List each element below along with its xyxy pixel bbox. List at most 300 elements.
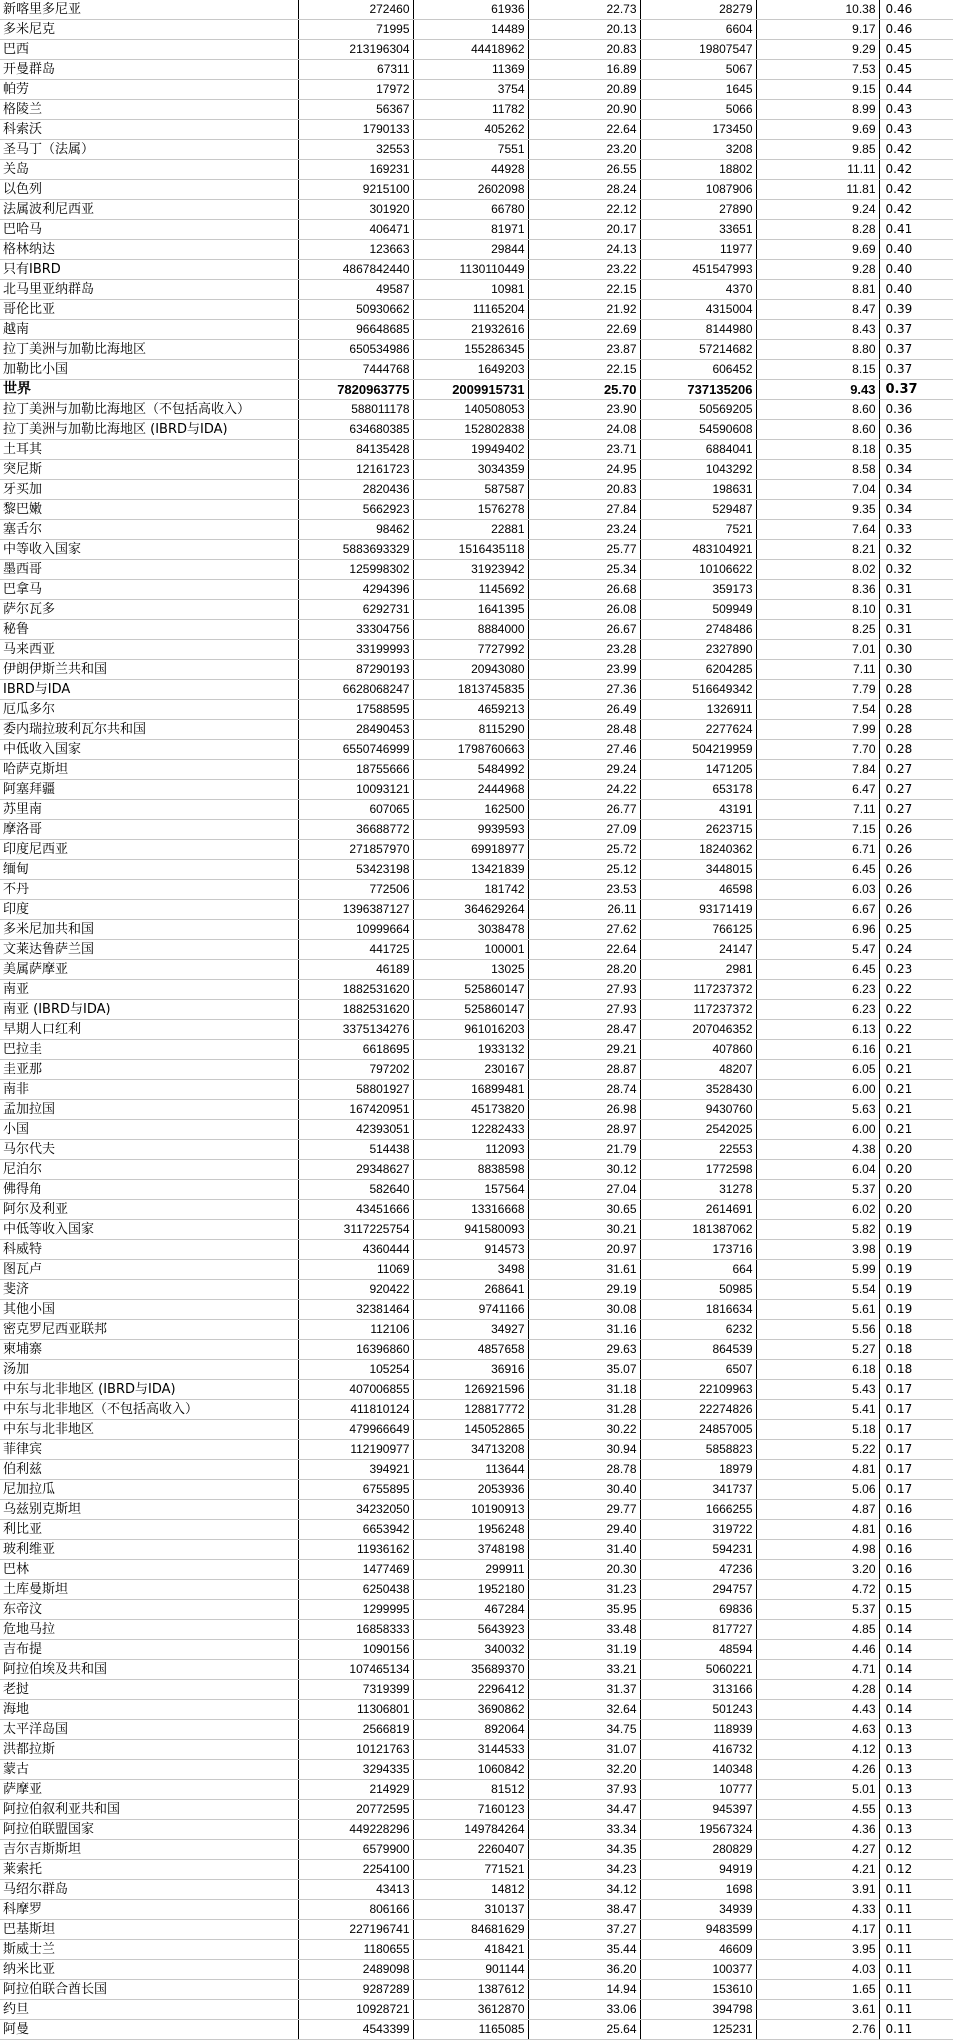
table-cell-col-5: 2327890 [640,640,756,660]
table-cell-col-4: 32.64 [528,1700,640,1720]
table-cell-col-7: 0.20 [879,1160,953,1180]
table-cell-col-4: 20.90 [528,100,640,120]
table-cell-row-label: 东帝汶 [0,1600,298,1620]
table-row [0,820,953,840]
table-cell-row-label: 巴拉圭 [0,1040,298,1060]
table-cell-row-label: 蒙古 [0,1760,298,1780]
table-cell-col-7: 0.15 [879,1580,953,1600]
table-cell-col-5: 9430760 [640,1100,756,1120]
table-cell-col-4: 28.78 [528,1460,640,1480]
table-cell-col-5: 1471205 [640,760,756,780]
table-cell-col-6: 9.29 [756,40,879,60]
table-row [0,180,953,200]
table-cell-col-7: 0.13 [879,1800,953,1820]
table-cell-col-6: 6.47 [756,780,879,800]
table-cell-col-7: 0.40 [879,260,953,280]
table-cell-col-5: 117237372 [640,1000,756,1020]
table-cell-col-4: 33.34 [528,1820,640,1840]
table-cell-col-2: 32553 [298,140,413,160]
table-cell-row-label: 南非 [0,1080,298,1100]
table-cell-col-3: 467284 [413,1600,528,1620]
table-cell-col-4: 20.83 [528,480,640,500]
table-cell-col-5: 9483599 [640,1920,756,1940]
table-cell-col-3: 3038478 [413,920,528,940]
table-cell-col-4: 31.23 [528,1580,640,1600]
table-cell-col-7: 0.45 [879,40,953,60]
table-cell-row-label: 佛得角 [0,1180,298,1200]
table-cell-col-3: 10190913 [413,1500,528,1520]
table-cell-col-6: 6.04 [756,1160,879,1180]
table-cell-col-6: 4.26 [756,1760,879,1780]
table-cell-col-2: 6755895 [298,1480,413,1500]
table-row [0,1700,953,1720]
table-cell-col-4: 28.97 [528,1120,640,1140]
table-cell-col-5: 11977 [640,240,756,260]
table-row [0,980,953,1000]
table-cell-col-2: 12161723 [298,460,413,480]
table-cell-col-6: 8.25 [756,620,879,640]
table-cell-col-2: 449228296 [298,1820,413,1840]
table-cell-col-5: 1772598 [640,1160,756,1180]
table-cell-col-3: 11165204 [413,300,528,320]
table-row [0,1860,953,1880]
table-cell-col-4: 20.13 [528,20,640,40]
table-cell-col-6: 6.02 [756,1200,879,1220]
table-cell-col-5: 198631 [640,480,756,500]
table-cell-col-6: 4.81 [756,1460,879,1480]
table-cell-col-2: 3294335 [298,1760,413,1780]
table-cell-col-4: 27.36 [528,680,640,700]
table-cell-col-7: 0.11 [879,1960,953,1980]
table-cell-col-4: 34.12 [528,1880,640,1900]
table-cell-row-label: 科威特 [0,1240,298,1260]
table-cell-row-label: 格林纳达 [0,240,298,260]
table-cell-col-2: 17588595 [298,700,413,720]
table-cell-row-label: 缅甸 [0,860,298,880]
table-cell-col-4: 35.44 [528,1940,640,1960]
table-cell-col-5: 22109963 [640,1380,756,1400]
table-cell-col-6: 6.13 [756,1020,879,1040]
table-cell-col-4: 33.21 [528,1660,640,1680]
table-cell-col-2: 36688772 [298,820,413,840]
table-cell-col-3: 1576278 [413,500,528,520]
table-cell-col-5: 48207 [640,1060,756,1080]
table-cell-col-6: 4.21 [756,1860,879,1880]
table-cell-col-6: 8.60 [756,420,879,440]
table-cell-col-2: 33304756 [298,620,413,640]
table-cell-col-5: 6604 [640,20,756,40]
table-cell-col-5: 207046352 [640,1020,756,1040]
table-cell-col-4: 22.64 [528,940,640,960]
table-cell-col-4: 29.21 [528,1040,640,1060]
table-row [0,160,953,180]
table-cell-col-2: 1299995 [298,1600,413,1620]
table-cell-col-2: 11306801 [298,1700,413,1720]
table-cell-col-7: 0.18 [879,1320,953,1340]
table-cell-col-3: 31923942 [413,560,528,580]
table-cell-col-2: 2254100 [298,1860,413,1880]
table-cell-col-5: 50985 [640,1280,756,1300]
table-cell-col-3: 81512 [413,1780,528,1800]
table-cell-col-7: 0.12 [879,1860,953,1880]
table-cell-col-7: 0.13 [879,1780,953,1800]
table-cell-col-3: 100001 [413,940,528,960]
table-cell-col-5: 313166 [640,1680,756,1700]
table-cell-col-6: 7.04 [756,480,879,500]
table-row [0,340,953,360]
table-cell-col-5: 341737 [640,1480,756,1500]
table-cell-col-2: 49587 [298,280,413,300]
table-row [0,300,953,320]
table-cell-col-3: 961016203 [413,1020,528,1040]
table-row [0,1680,953,1700]
table-cell-col-5: 118939 [640,1720,756,1740]
table-cell-col-3: 149784264 [413,1820,528,1840]
table-cell-col-7: 0.26 [879,820,953,840]
table-cell-col-7: 0.44 [879,80,953,100]
table-cell-col-2: 806166 [298,1900,413,1920]
table-cell-col-5: 24857005 [640,1420,756,1440]
table-row [0,1440,953,1460]
table-cell-row-label: 中东与北非地区 [0,1420,298,1440]
table-cell-col-6: 8.43 [756,320,879,340]
table-cell-col-4: 23.28 [528,640,640,660]
table-cell-col-7: 0.18 [879,1340,953,1360]
table-cell-col-5: 737135206 [640,380,756,400]
table-cell-col-5: 117237372 [640,980,756,1000]
table-cell-col-7: 0.11 [879,2020,953,2040]
table-cell-col-7: 0.30 [879,640,953,660]
table-row [0,1760,953,1780]
table-cell-row-label: 洪都拉斯 [0,1740,298,1760]
table-row [0,1280,953,1300]
table-cell-col-3: 35689370 [413,1660,528,1680]
table-cell-col-3: 525860147 [413,980,528,1000]
table-cell-col-3: 16899481 [413,1080,528,1100]
table-row [0,760,953,780]
table-cell-col-2: 84135428 [298,440,413,460]
table-cell-col-5: 1666255 [640,1500,756,1520]
table-cell-col-5: 43191 [640,800,756,820]
table-cell-col-4: 27.04 [528,1180,640,1200]
table-cell-col-7: 0.36 [879,400,953,420]
table-cell-col-4: 23.22 [528,260,640,280]
table-cell-col-4: 35.95 [528,1600,640,1620]
table-cell-col-2: 1882531620 [298,1000,413,1020]
table-cell-col-6: 7.54 [756,700,879,720]
table-cell-col-6: 8.58 [756,460,879,480]
table-row [0,1300,953,1320]
table-cell-col-7: 0.40 [879,280,953,300]
table-cell-col-2: 411810124 [298,1400,413,1420]
table-cell-col-3: 5484992 [413,760,528,780]
table-cell-row-label: 阿拉伯联合酋长国 [0,1980,298,2000]
table-cell-row-label: 墨西哥 [0,560,298,580]
table-cell-col-3: 66780 [413,200,528,220]
table-cell-col-4: 29.63 [528,1340,640,1360]
table-cell-col-2: 7319399 [298,1680,413,1700]
table-cell-row-label: 巴西 [0,40,298,60]
table-row [0,1340,953,1360]
table-row [0,1020,953,1040]
table-cell-col-7: 0.43 [879,120,953,140]
table-cell-col-5: 28279 [640,0,756,20]
table-cell-col-2: 479966649 [298,1420,413,1440]
table-cell-col-6: 6.45 [756,960,879,980]
table-cell-col-5: 509949 [640,600,756,620]
table-row [0,580,953,600]
table-cell-col-3: 1933132 [413,1040,528,1060]
table-cell-row-label: 吉尔吉斯斯坦 [0,1840,298,1860]
table-cell-col-4: 23.90 [528,400,640,420]
table-cell-col-4: 26.98 [528,1100,640,1120]
table-cell-col-3: 418421 [413,1940,528,1960]
table-cell-row-label: 圭亚那 [0,1060,298,1080]
table-cell-row-label: 密克罗尼西亚联邦 [0,1320,298,1340]
table-cell-col-4: 26.11 [528,900,640,920]
table-cell-col-5: 1645 [640,80,756,100]
table-row [0,1160,953,1180]
table-row [0,540,953,560]
table-cell-col-2: 56367 [298,100,413,120]
table-cell-col-6: 5.82 [756,1220,879,1240]
table-cell-col-3: 162500 [413,800,528,820]
table-cell-col-6: 6.96 [756,920,879,940]
table-cell-col-3: 2009915731 [413,380,528,400]
table-cell-col-5: 6204285 [640,660,756,680]
table-cell-col-5: 140348 [640,1760,756,1780]
table-cell-col-3: 3690862 [413,1700,528,1720]
table-cell-col-7: 0.37 [879,360,953,380]
table-cell-col-2: 1882531620 [298,980,413,1000]
table-cell-row-label: 伯利兹 [0,1460,298,1480]
table-cell-col-5: 945397 [640,1800,756,1820]
table-cell-col-6: 5.37 [756,1180,879,1200]
table-cell-col-5: 18240362 [640,840,756,860]
table-cell-row-label: 秘鲁 [0,620,298,640]
table-cell-col-5: 2277624 [640,720,756,740]
table-cell-col-5: 34939 [640,1900,756,1920]
table-row [0,1240,953,1260]
table-cell-col-6: 5.06 [756,1480,879,1500]
table-cell-col-2: 43451666 [298,1200,413,1220]
table-cell-col-2: 11936162 [298,1540,413,1560]
table-cell-col-4: 20.89 [528,80,640,100]
table-cell-col-2: 7820963775 [298,380,413,400]
table-cell-col-3: 4857658 [413,1340,528,1360]
table-cell-row-label: 莱索托 [0,1860,298,1880]
table-cell-col-6: 4.33 [756,1900,879,1920]
table-cell-row-label: 印度尼西亚 [0,840,298,860]
table-row [0,1920,953,1940]
table-cell-col-6: 11.81 [756,180,879,200]
table-cell-col-6: 4.71 [756,1660,879,1680]
table-row [0,960,953,980]
table-cell-col-4: 26.67 [528,620,640,640]
table-cell-row-label: 新喀里多尼亚 [0,0,298,20]
table-cell-col-4: 22.15 [528,360,640,380]
table-cell-col-5: 4315004 [640,300,756,320]
table-cell-col-2: 3117225754 [298,1220,413,1240]
table-cell-col-3: 2296412 [413,1680,528,1700]
table-cell-col-7: 0.17 [879,1380,953,1400]
table-row [0,1740,953,1760]
table-cell-col-4: 28.74 [528,1080,640,1100]
table-cell-col-4: 22.15 [528,280,640,300]
table-cell-col-7: 0.26 [879,900,953,920]
table-cell-col-7: 0.42 [879,200,953,220]
table-row [0,1560,953,1580]
table-cell-col-7: 0.30 [879,660,953,680]
table-cell-col-6: 7.79 [756,680,879,700]
table-cell-col-3: 69918977 [413,840,528,860]
table-cell-col-3: 1641395 [413,600,528,620]
table-cell-col-3: 9939593 [413,820,528,840]
table-cell-col-4: 31.61 [528,1260,640,1280]
table-cell-row-label: 黎巴嫩 [0,500,298,520]
table-cell-row-label: 关岛 [0,160,298,180]
table-cell-row-label: 厄瓜多尔 [0,700,298,720]
table-cell-col-6: 4.17 [756,1920,879,1940]
table-cell-col-3: 8838598 [413,1160,528,1180]
table-cell-col-4: 23.24 [528,520,640,540]
table-cell-col-4: 28.24 [528,180,640,200]
table-cell-col-4: 27.93 [528,1000,640,1020]
table-cell-col-5: 407860 [640,1040,756,1060]
table-cell-col-3: 84681629 [413,1920,528,1940]
table-cell-col-2: 1090156 [298,1640,413,1660]
table-cell-col-4: 26.68 [528,580,640,600]
table-cell-row-label: 北马里亚纳群岛 [0,280,298,300]
table-cell-col-3: 1813745835 [413,680,528,700]
table-cell-col-7: 0.14 [879,1640,953,1660]
table-row [0,1520,953,1540]
table-cell-col-4: 31.18 [528,1380,640,1400]
table-cell-row-label: 尼泊尔 [0,1160,298,1180]
table-cell-col-4: 27.09 [528,820,640,840]
table-cell-row-label: 塞舌尔 [0,520,298,540]
table-cell-col-2: 4294396 [298,580,413,600]
table-row [0,640,953,660]
table-cell-row-label: 阿尔及利亚 [0,1200,298,1220]
table-row [0,1420,953,1440]
table-row [0,1140,953,1160]
table-cell-col-7: 0.22 [879,1020,953,1040]
table-cell-col-5: 57214682 [640,340,756,360]
table-cell-col-2: 6250438 [298,1580,413,1600]
table-cell-col-3: 81971 [413,220,528,240]
table-cell-col-7: 0.11 [879,1900,953,1920]
table-cell-col-5: 766125 [640,920,756,940]
table-cell-col-3: 2260407 [413,1840,528,1860]
table-cell-col-7: 0.11 [879,1920,953,1940]
table-cell-col-7: 0.26 [879,840,953,860]
table-cell-col-7: 0.32 [879,540,953,560]
table-cell-col-2: 17972 [298,80,413,100]
table-cell-col-3: 10981 [413,280,528,300]
table-cell-col-2: 6292731 [298,600,413,620]
table-cell-col-7: 0.33 [879,520,953,540]
table-cell-col-3: 3034359 [413,460,528,480]
table-cell-col-3: 126921596 [413,1380,528,1400]
table-row [0,1980,953,2000]
table-cell-row-label: 越南 [0,320,298,340]
table-row [0,1120,953,1140]
table-cell-col-7: 0.26 [879,880,953,900]
table-row [0,840,953,860]
table-row [0,260,953,280]
table-cell-col-7: 0.15 [879,1600,953,1620]
table-cell-col-4: 27.62 [528,920,640,940]
table-cell-col-6: 6.16 [756,1040,879,1060]
table-cell-col-6: 4.87 [756,1500,879,1520]
table-cell-col-2: 10121763 [298,1740,413,1760]
table-cell-col-6: 5.63 [756,1100,879,1120]
table-cell-col-4: 20.30 [528,1560,640,1580]
table-cell-col-3: 1798760663 [413,740,528,760]
table-cell-col-5: 664 [640,1260,756,1280]
table-cell-col-7: 0.21 [879,1080,953,1100]
table-row [0,1940,953,1960]
table-cell-col-5: 173450 [640,120,756,140]
table-cell-col-6: 8.10 [756,600,879,620]
table-cell-col-6: 5.27 [756,1340,879,1360]
table-cell-col-6: 5.61 [756,1300,879,1320]
table-cell-row-label: 巴哈马 [0,220,298,240]
table-cell-col-4: 27.46 [528,740,640,760]
table-cell-col-6: 4.43 [756,1700,879,1720]
table-cell-row-label: 南亚 [0,980,298,1000]
table-row [0,1080,953,1100]
table-cell-col-7: 0.11 [879,1880,953,1900]
table-cell-col-4: 30.21 [528,1220,640,1240]
table-row [0,1960,953,1980]
table-cell-col-5: 6884041 [640,440,756,460]
table-cell-row-label: 图瓦卢 [0,1260,298,1280]
table-cell-col-5: 94919 [640,1860,756,1880]
table-cell-col-6: 5.47 [756,940,879,960]
table-cell-col-4: 31.19 [528,1640,640,1660]
table-cell-col-4: 25.34 [528,560,640,580]
table-row [0,1660,953,1680]
table-cell-col-2: 6653942 [298,1520,413,1540]
table-cell-col-4: 20.17 [528,220,640,240]
table-cell-col-4: 38.47 [528,1900,640,1920]
table-cell-col-3: 12282433 [413,1120,528,1140]
table-row [0,280,953,300]
table-cell-col-7: 0.18 [879,1360,953,1380]
table-cell-col-2: 43413 [298,1880,413,1900]
table-cell-col-7: 0.24 [879,940,953,960]
table-cell-row-label: 巴拿马 [0,580,298,600]
table-row [0,240,953,260]
table-cell-col-7: 0.13 [879,1760,953,1780]
table-cell-col-6: 6.45 [756,860,879,880]
table-cell-col-7: 0.43 [879,100,953,120]
table-cell-col-6: 9.69 [756,120,879,140]
table-cell-col-4: 34.23 [528,1860,640,1880]
table-cell-col-4: 23.71 [528,440,640,460]
table-row [0,720,953,740]
table-cell-row-label: 汤加 [0,1360,298,1380]
table-cell-col-6: 8.15 [756,360,879,380]
table-cell-col-5: 5858823 [640,1440,756,1460]
table-cell-col-2: 107465134 [298,1660,413,1680]
table-cell-col-2: 20772595 [298,1800,413,1820]
table-cell-row-label: 帕劳 [0,80,298,100]
table-row [0,360,953,380]
table-cell-row-label: 利比亚 [0,1520,298,1540]
